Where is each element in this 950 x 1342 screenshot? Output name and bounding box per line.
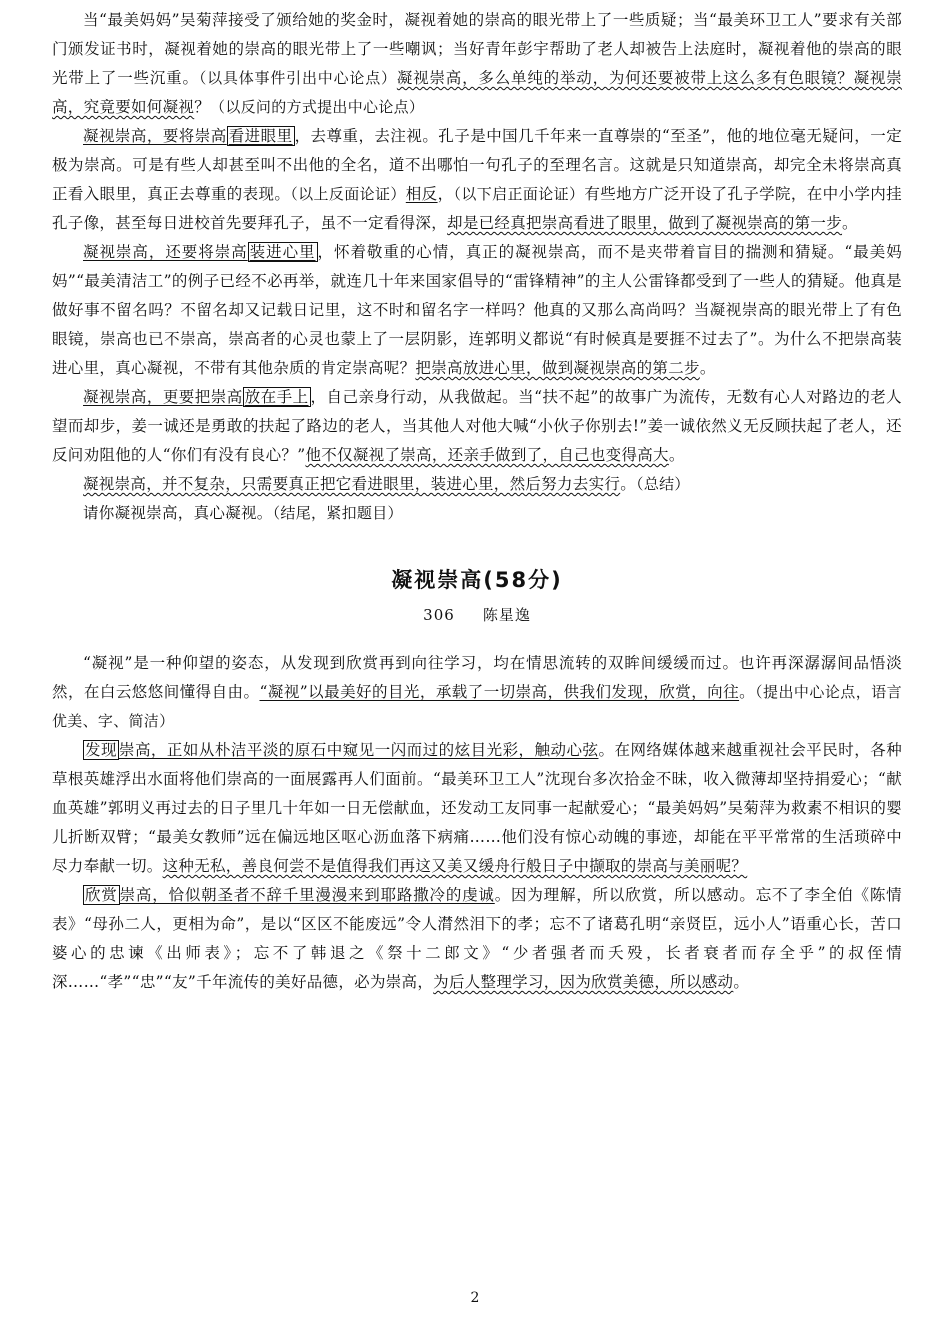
underlined-text: 凝视崇高，要将崇高 <box>83 127 227 145</box>
essay-paragraph-1 <box>52 649 902 736</box>
body-text: ，自己亲身行动，从我做起。当“扶不起”的故事广为流传，无数有心人对路边的老人望而却步，姜一诚还是勇敢的扶起了路边的老人，当其他人对他大喊“小伙子你别去!”姜一诚依然义无反顾扶起了老人，还反问劝阻他的人“你们有没有良心？” <box>52 388 902 464</box>
boxed-keyword: 看进眼里 <box>228 127 293 145</box>
punctuation: 。 <box>699 359 716 377</box>
underlined-text: 凝视崇高，更要把崇高 <box>83 388 243 406</box>
wavy-underlined-text: 他不仅凝视了崇高，还亲手做到了，自己也变得高大 <box>305 446 669 464</box>
boxed-keyword: 欣赏 <box>85 886 118 904</box>
body-text: ，怀着敬重的心情，真正的凝视崇高，而不是夹带着盲目的揣测和猜疑。“最美妈妈”“最美清洁工”的例子已经不必再举，就连几十年来国家倡导的“雷锋精神”的主人公雷锋都受到了一些人的猜疑。他真是做好事不留名吗？不留名却又记载日记里，这不时和留名字一样吗？他真的又那么高尚吗？当凝视崇高的眼光带上了有色眼镜，崇高也已不崇高，崇高者的心灵也蒙上了一层阴影，连郭明义都说“有时候真是要捱不过去了”。为什么不把崇高装进心里，真心凝视，不带有其他杂质的肯定崇高呢？ <box>52 243 902 377</box>
author-line <box>52 604 902 625</box>
wavy-underlined-text: 为后人整理学习，因为欣赏美德，所以感动 <box>433 973 734 991</box>
body-text: 。在网络媒体越来越重视社会平民时，各种草根英雄浮出水面将他们崇高的一面展露再人们面前。“最美环卫工人”沈现台多次拾金不昧，收入微薄却坚持捐爱心；“献血英雄”郭明义再过去的日子里几十年如一日无偿献血，还发动工友同事一起献爱心；“最美妈妈”吴菊萍为救素不相识的婴儿折断双臂；“最美女教师”远在偏远地区呕心沥血落下病痛……他们没有惊心动魄的事迹，却能在平平常常的生活琐碎中尽力奉献一切。 <box>52 741 902 875</box>
underlined-text: 凝视崇高，还要将崇高 <box>83 243 248 261</box>
annotation: （以上反面论证） <box>290 185 406 203</box>
punctuation: 。 <box>620 475 637 493</box>
wavy-underlined-text: 把崇高放进心里，做到凝视崇高的第二步 <box>415 359 700 377</box>
body-text: ，去尊重，去注视。孔子是中国几千年来一直尊崇的“至圣”，他的地位毫无疑问，一定极为崇高。可是有些人却甚至叫不出他的全名，道不出哪怕一句孔子的至理名言。这就是只知道崇高，却完全未将崇高真正看入眼里，真正去尊重的表现。 <box>52 127 903 203</box>
page-number: 2 <box>470 1290 480 1306</box>
wavy-underlined-text: 凝视崇高，并不复杂，只需要真正把它看进眼里，装进心里，然后努力去实行 <box>83 475 621 493</box>
essay-paragraph-2 <box>52 736 902 881</box>
underlined-text: 崇高，恰似朝圣者不辞千里漫漫来到耶路撒冷的虔诚 <box>119 886 495 904</box>
wavy-underlined-text: 凝视崇高，多么单纯的举动，为何还要被带上这么多有色眼镜？凝视崇高，究竟要如何凝视 <box>52 69 902 116</box>
author-name: 陈星逸 <box>482 606 531 624</box>
punctuation: 。 <box>733 973 750 991</box>
body-text: “凝视”是一种仰望的姿态，从发现到欣赏再到向往学习，均在情思流转的双眸间缓缓而过。也许再深潺潺间品悟淡然，在白云悠悠间懂得自由。 <box>52 654 902 701</box>
punctuation: 。 <box>739 683 756 701</box>
body-text: 有些地方广泛开设了孔子学院，在中小学内挂孔子像，甚至每日进校首先要拜孔子，虽不一定看得深， <box>52 185 902 232</box>
punctuation: ， <box>437 185 454 203</box>
argument-paragraph-2 <box>52 238 902 383</box>
essay-paragraph-3 <box>52 881 902 997</box>
annotation: （以反问的方式提出中心论点） <box>210 98 425 116</box>
wavy-underlined-text: 这种无私，善良何尝不是值得我们再这又美又缓舟行般日子中撷取的崇高与美丽呢？ <box>162 857 748 875</box>
body-text: 。因为理解，所以欣赏，所以感动。忘不了李全伯《陈情表》“母孙二人，更相为命”，是以“区区不能废远”令人潸然泪下的孝；忘不了诸葛孔明“亲贤臣，远小人”语重心长，苦口婆心的忠谏《出师表》；忘不了韩退之《祭十二郎文》“少者强者而夭殁，长者衰者而存全乎”的叔侄情深……“孝”“忠”“友”千年流传的美好品德，必为崇高， <box>52 886 902 991</box>
annotation: （以下启正面论证） <box>453 185 585 203</box>
summary-paragraph <box>52 470 902 499</box>
annotation: （结尾，紧扣题目） <box>272 504 403 522</box>
underlined-text: 相反 <box>405 185 438 203</box>
wavy-underlined-text: 却是已经真把崇高看进了眼里，做到了凝视崇高的第一步 <box>447 214 843 232</box>
annotation: （以具体事件引出中心论点） <box>198 69 397 87</box>
argument-paragraph-1 <box>52 122 902 238</box>
argument-paragraph-3 <box>52 383 902 470</box>
document-page <box>52 6 902 997</box>
punctuation: 。 <box>668 446 685 464</box>
class-number: 306 <box>423 606 455 624</box>
intro-paragraph <box>52 6 902 122</box>
essay-title: 凝视崇高(58分) <box>391 568 563 592</box>
body-text: 请你凝视崇高，真心凝视。 <box>83 504 273 522</box>
intro-text: 当“最美妈妈”吴菊萍接受了颁给她的奖金时，凝视着她的崇高的眼光带上了一些质疑；当“最美环卫工人”要求有关部门颁发证书时，凝视着她的崇高的眼光带上了一些嘲讽；当好青年彭宇帮助了老人却被告上法庭时，凝视着他的崇高的眼光带上了一些沉重。 <box>52 11 902 87</box>
boxed-keyword: 装进心里 <box>249 243 316 261</box>
underlined-text: “凝视”以最美好的目光，承载了一切崇高，供我们发现，欣赏，向往 <box>259 683 740 701</box>
boxed-keyword: 发现 <box>85 741 117 759</box>
underlined-text: 崇高，正如从朴洁平淡的原石中窥见一闪而过的炫目光彩，触动心弦 <box>118 741 599 759</box>
punctuation: ？ <box>194 98 211 116</box>
annotation: （总结） <box>636 475 690 493</box>
boxed-keyword: 放在手上 <box>244 388 309 406</box>
ending-paragraph <box>52 499 902 528</box>
punctuation: 。 <box>842 214 858 232</box>
annotation: （提出中心论点，语言优美、字、简洁） <box>52 683 902 730</box>
